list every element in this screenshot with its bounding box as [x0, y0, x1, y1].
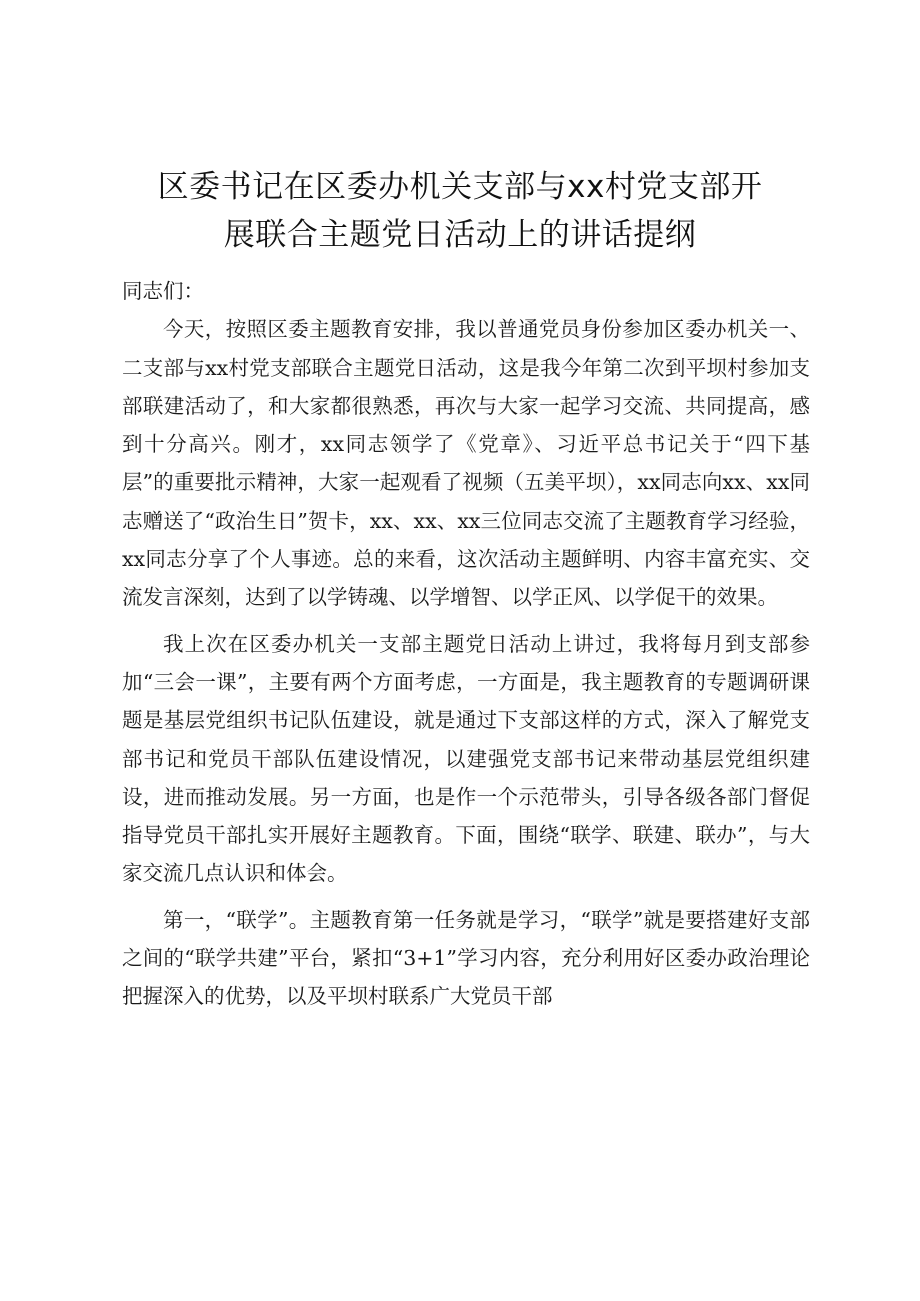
document-title: [110, 163, 810, 259]
title-line-1: 区委书记在区委办机关支部与xx村党支部开: [157, 169, 763, 205]
salutation: 同志们：: [122, 279, 204, 303]
document-body: [122, 272, 810, 1016]
paragraph-3: 第一，“联学”。主题教育第一任务就是学习，“联学”就是要搭建好支部之间的“联学共建”平台，紧扣“3+1”学习内容，充分利用好区委办政治理论把握深入的优势，以及平坝村联系广大党员干部: [122, 907, 810, 1009]
paragraph-1: 今天，按照区委主题教育安排，我以普通党员身份参加区委办机关一、二支部与xx村党支部联合主题党日活动，这是我今年第二次到平坝村参加支部联建活动了，和大家都很熟悉，再次与大家一起学习交流、共同提高，感到十分高兴。刚才，xx同志领学了《党章》、习近平总书记关于“四下基层”的重要批示精神，大家一起观看了视频（五美平坝），xx同志向xx、xx同志赠送了“政治生日”贺卡，xx、xx、xx三位同志交流了主题教育学习经验，xx同志分享了个人事迹。总的来看，这次活动主题鲜明、内容丰富充实、交流发言深刻，达到了以学铸魂、以学增智、以学正风、以学促干的效果。: [122, 317, 810, 610]
paragraph-2: 我上次在区委办机关一支部主题党日活动上讲过，我将每月到支部参加“三会一课”，主要有两个方面考虑，一方面是，我主题教育的专题调研课题是基层党组织书记队伍建设，就是通过下支部这样的方式，深入了解党支部书记和党员干部队伍建设情况，以建强党支部书记来带动基层党组织建设，进而推动发展。另一方面，也是作一个示范带头，引导各级各部门督促指导党员干部扎实开展好主题教育。下面，围绕“联学、联建、联办”，与大家交流几点认识和体会。: [122, 631, 810, 886]
title-line-2: 展联合主题党日活动上的讲话提纲: [223, 217, 697, 253]
